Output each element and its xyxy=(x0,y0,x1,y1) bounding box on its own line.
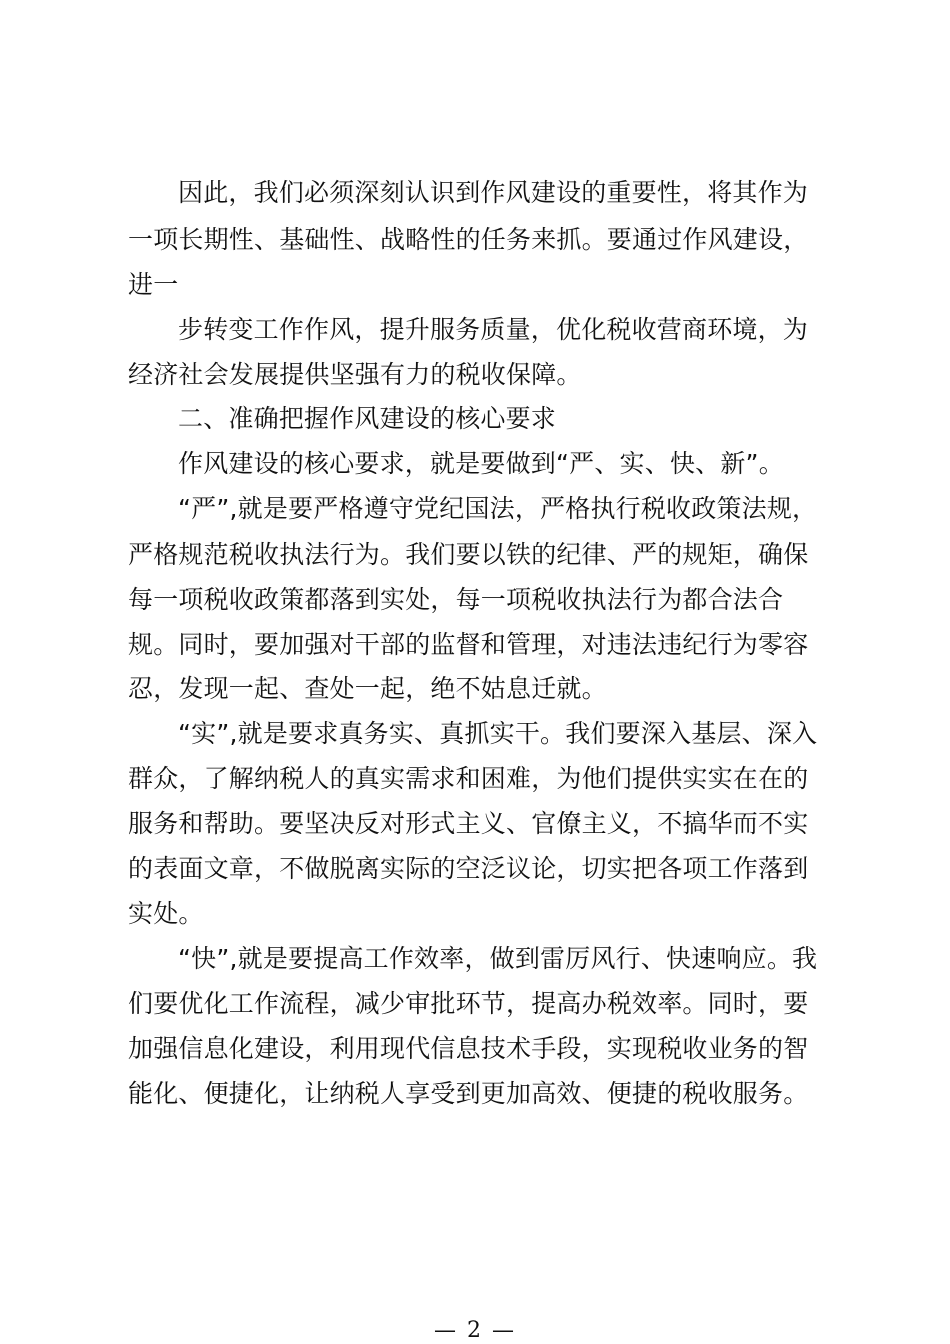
paragraph-line: 因此，我们必须深刻认识到作风建设的重要性，将其作为 xyxy=(178,178,809,207)
paragraph-line: “快”,就是要提高工作效率，做到雷厉风行、快速响应。我 xyxy=(178,944,818,973)
paragraph-line: 作风建设的核心要求，就是要做到“严、实、快、新”。 xyxy=(178,449,784,478)
paragraph-line: 群众，了解纳税人的真实需求和困难，为他们提供实实在在的 xyxy=(128,764,809,793)
paragraph-line: 的表面文章，不做脱离实际的空泛议论，切实把各项工作落到 xyxy=(128,854,809,883)
paragraph-line: 经济社会发展提供坚强有力的税收保障。 xyxy=(128,360,582,389)
paragraph-line: 服务和帮助。要坚决反对形式主义、官僚主义，不搞华而不实 xyxy=(128,809,809,838)
paragraph-line: 进一 xyxy=(128,270,179,299)
paragraph-line: 能化、便捷化，让纳税人享受到更加高效、便捷的税收服务。 xyxy=(128,1079,809,1108)
paragraph-line: “严”,就是要严格遵守党纪国法，严格执行税收政策法规， xyxy=(178,494,818,523)
paragraph-line: 加强信息化建设，利用现代信息技术手段，实现税收业务的智 xyxy=(128,1034,809,1063)
paragraph-line: 忍，发现一起、查处一起，绝不姑息迁就。 xyxy=(128,674,607,703)
page-number: — 2 — xyxy=(434,1318,516,1343)
paragraph-line: 实处。 xyxy=(128,899,204,928)
paragraph-line: 严格规范税收执法行为。我们要以铁的纪律、严的规矩，确保 xyxy=(128,540,809,569)
paragraph-line: “实”,就是要求真务实、真抓实干。我们要深入基层、深入 xyxy=(178,719,818,748)
paragraph-line: 规。同时，要加强对干部的监督和管理，对违法违纪行为零容 xyxy=(128,630,809,659)
paragraph-line: 步转变工作作风，提升服务质量，优化税收营商环境，为 xyxy=(178,315,809,344)
paragraph-line: 一项长期性、基础性、战略性的任务来抓。要通过作风建设， xyxy=(128,225,809,254)
paragraph-line: 们要优化工作流程，减少审批环节，提高办税效率。同时，要 xyxy=(128,989,809,1018)
paragraph-line: 每一项税收政策都落到实处，每一项税收执法行为都合法合 xyxy=(128,585,784,614)
section-heading: 二、准确把握作风建设的核心要求 xyxy=(178,404,557,433)
